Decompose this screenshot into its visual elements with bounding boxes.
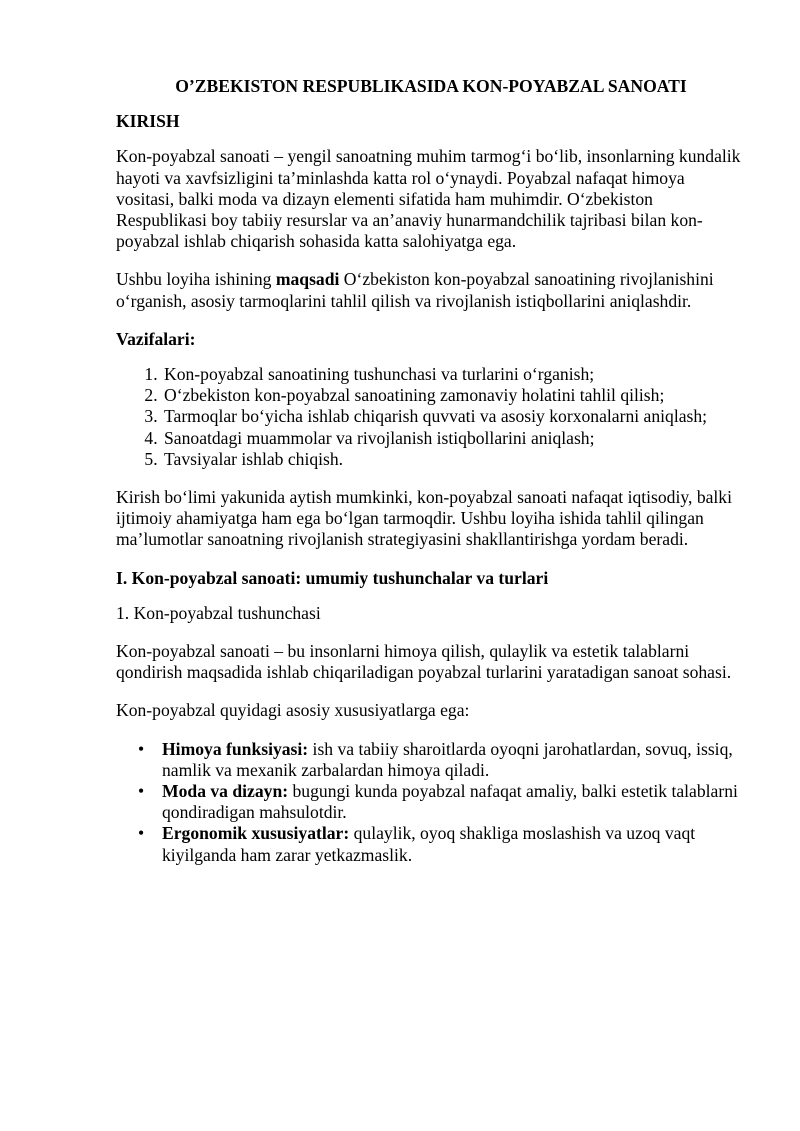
feature-text: bugungi kunda poyabzal nafaqat amaliy, balki estetik talablarni qondiradigan mahsulotdir. (162, 781, 738, 823)
tasks-heading: Vazifalari: (116, 328, 196, 349)
task-item: 2. O‘zbekiston kon-poyabzal sanoatining zamonaviy holatini tahlil qilish; (162, 385, 746, 406)
task-item: 5. Tavsiyalar ishlab chiqish. (162, 449, 746, 470)
goal-text-after: O‘zbekiston kon-poyabzal sanoatining rivojlanishini o‘rganish, asosiy tarmoqlarini tahlil qilish va rivojlanish istiqbollarini aniqlashdir. (116, 269, 714, 311)
task-item: 1. Kon-poyabzal sanoatining tushunchasi va turlarini o‘rganish; (162, 364, 746, 385)
section-heading: I. Kon-poyabzal sanoati: umumiy tushunchalar va turlari (116, 567, 549, 588)
definition-paragraph: Kon-poyabzal sanoati – bu insonlarni himoya qilish, qulaylik va estetik talablarni qondirish maqsadida ishlab chiqariladigan poyabzal turlarini yaratadigan sanoat sohasi. (116, 641, 732, 683)
tasks-list (116, 364, 746, 470)
goal-paragraph (116, 269, 746, 311)
goal-text-before: Ushbu loyiha ishining (116, 269, 276, 290)
bullet-icon: • (138, 738, 145, 759)
feature-item (138, 823, 746, 865)
intro-paragraph: Kon-poyabzal sanoati – yengil sanoatning muhim tarmog‘i bo‘lib, insonlarning kundalik hayoti va xavfsizligini ta’minlashda katta rol o‘ynaydi. Poyabzal nafaqat himoya vositasi, balki moda va dizayn elementi sifatida ham muhimdir. O‘zbekiston Respublikasi boy tabiiy resurslar va an’anaviy hunarmandchilik tajribasi bilan kon-poyabzal ishlab chiqarish sohasida katta salohiyatga ega. (116, 146, 741, 252)
document-page (116, 76, 746, 866)
bullet-icon: • (138, 781, 145, 802)
intro-heading: KIRISH (116, 111, 180, 132)
feature-text: qulaylik, oyoq shakliga moslashish va uzoq vaqt kiyilganda ham zarar yetkazmaslik. (162, 823, 696, 865)
feature-term: Moda va dizayn: (162, 781, 289, 802)
feature-text: ish va tabiiy sharoitlarda oyoqni jarohatlardan, sovuq, issiq, namlik va mexanik zarbalardan himoya qiladi. (162, 738, 733, 780)
task-item: 4. Sanoatdagi muammolar va rivojlanish istiqbollarini aniqlash; (162, 428, 746, 449)
conclusion-paragraph: Kirish bo‘limi yakunida aytish mumkinki, kon-poyabzal sanoati nafaqat iqtisodiy, balki ijtimoiy ahamiyatga ham ega bo‘lgan tarmoqdir. Ushbu loyiha ishida tahlil qilingan ma’lumotlar sanoatning rivojlanish strategiyasini shakllantirishga yordam beradi. (116, 487, 732, 550)
feature-term: Himoya funksiyasi: (162, 738, 309, 759)
feature-item (138, 781, 746, 823)
features-intro: Kon-poyabzal quyidagi asosiy xususiyatlarga ega: (116, 700, 470, 721)
document-title: O’ZBEKISTON RESPUBLIKASIDA KON-POYABZAL SANOATI (175, 76, 687, 96)
bullet-icon: • (138, 823, 145, 844)
subsection-heading: 1. Kon-poyabzal tushunchasi (116, 602, 321, 623)
task-item: 3. Tarmoqlar bo‘yicha ishlab chiqarish quvvati va asosiy korxonalarni aniqlash; (162, 406, 746, 427)
feature-term: Ergonomik xususiyatlar: (162, 823, 350, 844)
features-list (116, 739, 746, 866)
goal-bold-term: maqsadi (275, 269, 340, 290)
feature-item (138, 738, 746, 781)
